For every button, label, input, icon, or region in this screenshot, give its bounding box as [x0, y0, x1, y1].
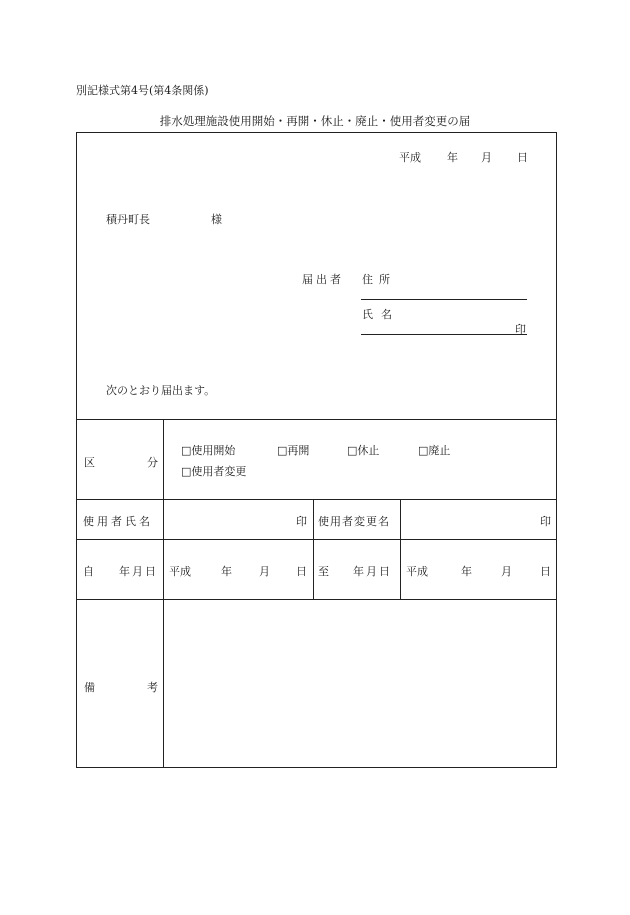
- divider-category: [76, 499, 557, 500]
- address-label: 住所: [362, 273, 396, 286]
- form-code: 別記様式第4号(第4条関係): [76, 84, 209, 97]
- option-suspend[interactable]: □休止: [347, 444, 380, 457]
- changed-user-seal: 印: [540, 515, 551, 528]
- user-name-label: 使用者氏名: [83, 515, 153, 528]
- from-era: 平成: [169, 565, 191, 578]
- date-day: 日: [517, 151, 528, 164]
- addressee-honorific: 様: [211, 213, 222, 226]
- remarks-field[interactable]: [170, 606, 550, 761]
- mid-column-divider-left: [313, 499, 314, 599]
- date-month: 月: [481, 151, 492, 164]
- period-from-ymd: 年月日: [119, 565, 158, 578]
- addressee-name: 積丹町長: [106, 213, 150, 226]
- intro-text: 次のとおり届出ます。: [106, 384, 216, 397]
- to-month: 月: [501, 565, 512, 578]
- remarks-label-left: 備: [84, 681, 95, 694]
- to-era: 平成: [406, 565, 428, 578]
- from-month: 月: [259, 565, 270, 578]
- label-column-divider: [163, 419, 164, 768]
- option-abolish[interactable]: □廃止: [418, 444, 451, 457]
- period-to-label: 至: [318, 565, 329, 578]
- category-label-left: 区: [84, 456, 95, 469]
- name-field[interactable]: [361, 334, 527, 335]
- address-field[interactable]: [361, 299, 527, 300]
- option-resume[interactable]: □再開: [277, 444, 310, 457]
- date-year: 年: [447, 151, 458, 164]
- mid-column-divider-right: [400, 499, 401, 599]
- divider-period-row: [76, 599, 557, 600]
- option-change-user[interactable]: □使用者変更: [181, 465, 247, 478]
- remarks-label-right: 考: [147, 681, 158, 694]
- date-era: 平成: [399, 151, 421, 164]
- divider-user-row: [76, 539, 557, 540]
- user-name-seal: 印: [296, 515, 307, 528]
- to-year: 年: [461, 565, 472, 578]
- from-day: 日: [296, 565, 307, 578]
- notifier-seal: 印: [515, 323, 526, 336]
- from-year: 年: [221, 565, 232, 578]
- to-day: 日: [540, 565, 551, 578]
- form-title: 排水処理施設使用開始・再開・休止・廃止・使用者変更の届: [159, 114, 471, 128]
- category-label-right: 分: [147, 456, 158, 469]
- notifier-label: 届出者: [302, 273, 344, 286]
- divider-top-section: [76, 419, 557, 420]
- option-start-use[interactable]: □使用開始: [181, 444, 236, 457]
- period-from-label: 自: [83, 565, 94, 578]
- name-label: 氏名: [362, 308, 400, 321]
- changed-user-label: 使用者変更名: [318, 515, 390, 528]
- period-to-ymd: 年月日: [353, 565, 392, 578]
